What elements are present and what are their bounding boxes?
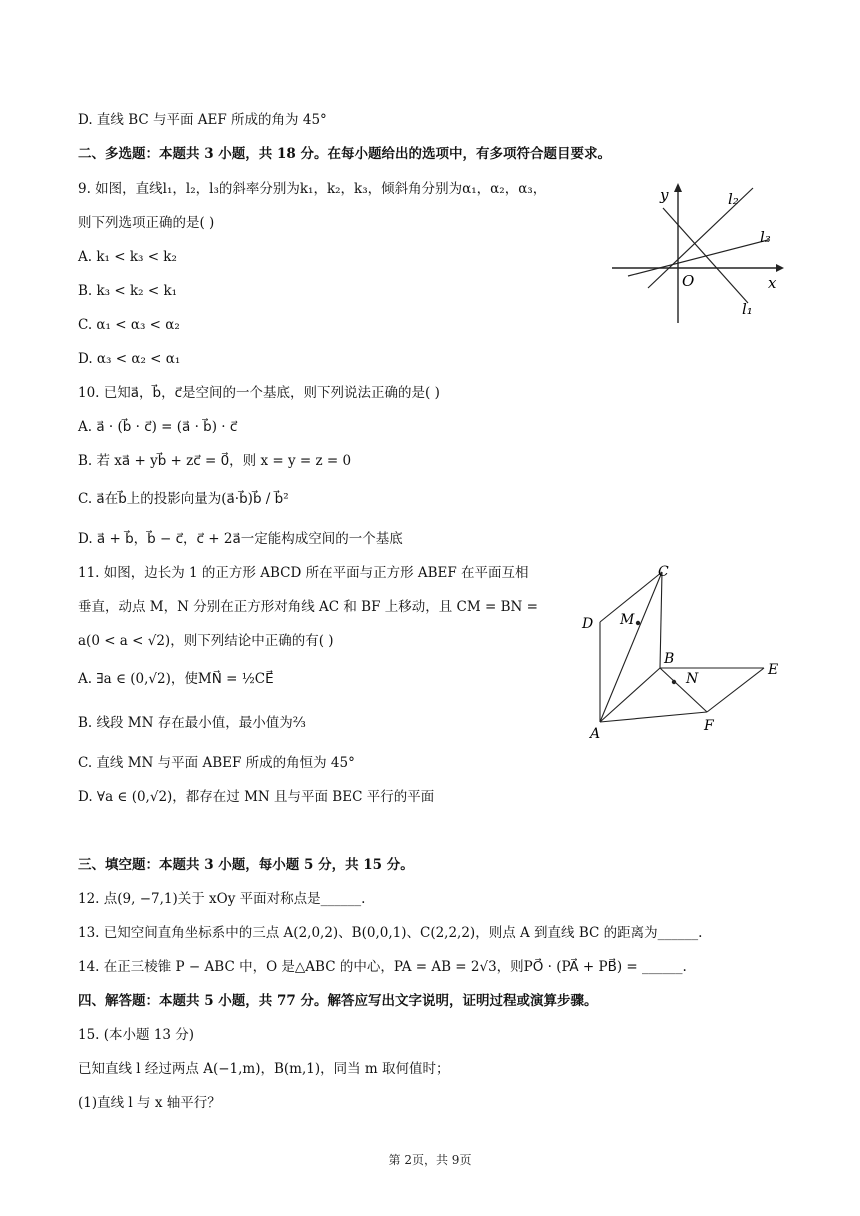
q11-stem-line2: 垂直，动点 M，N 分别在正方形对角线 AC 和 BF 上移动，且 CM = BN = [78, 599, 538, 615]
label-E: E [768, 662, 779, 678]
label-D: D [582, 616, 594, 632]
q9-stem-line1: 9. 如图，直线l₁，l₂，l₃的斜率分别为k₁，k₂，k₃，倾斜角分别为α₁，α₂，α₃， [78, 181, 547, 197]
edge-CB [660, 572, 662, 668]
q8-option-d: D. 直线 BC 与平面 AEF 所成的角为 45° [78, 112, 327, 128]
q14-text: 14. 在正三棱锥 P − ABC 中，O 是△ABC 的中心，PA = AB = 2√3，则PO⃗ · (PA⃗ + PB⃗) = ______. [78, 959, 687, 975]
section-fill-blank-heading: 三、填空题：本题共 3 小题，每小题 5 分，共 15 分。 [78, 857, 414, 873]
l2-label: l₂ [728, 190, 739, 208]
section-answer-heading: 四、解答题：本题共 5 小题，共 77 分。解答应写出文字说明，证明过程或演算步骤。 [78, 993, 598, 1009]
q9-stem-line2: 则下列选项正确的是( ) [78, 215, 215, 231]
line-l3 [628, 240, 768, 276]
diagonal-BF [660, 668, 707, 712]
q9-option-b: B. k₃ < k₂ < k₁ [78, 283, 178, 299]
x-axis-arrow [776, 264, 784, 272]
q9-lines-figure [608, 178, 788, 328]
l3-label: l₃ [760, 228, 771, 246]
q10-option-c: C. a⃗在b⃗上的投影向量为(a⃗·b⃗)b⃗ / b⃗² [78, 491, 289, 507]
point-M [636, 621, 640, 625]
page-footer: 第 2页，共 9页 [388, 1153, 472, 1167]
l1-label: l₁ [742, 300, 753, 318]
y-axis-label: y [660, 186, 669, 204]
q11-stem-line1: 11. 如图，边长为 1 的正方形 ABCD 所在平面与正方形 ABEF 在平面互相 [78, 565, 529, 581]
q15-title: 15. (本小题 13 分) [78, 1027, 195, 1043]
q10-option-d: D. a⃗ + b⃗，b⃗ − c⃗，c⃗ + 2a⃗一定能构成空间的一个基底 [78, 531, 403, 547]
q10-stem: 10. 已知a⃗，b⃗，c⃗是空间的一个基底，则下列说法正确的是( ) [78, 385, 440, 401]
q12-text: 12. 点(9, −7,1)关于 xOy 平面对称点是______. [78, 891, 366, 907]
label-A: A [590, 726, 601, 742]
q11-squares-figure [572, 560, 792, 760]
diagonal-AC [600, 572, 662, 722]
edge-EF [707, 668, 764, 712]
edge-AF [600, 712, 707, 722]
q15-part1: (1)直线 l 与 x 轴平行？ [78, 1095, 221, 1111]
q9-option-c: C. α₁ < α₃ < α₂ [78, 317, 180, 333]
q9-option-d: D. α₃ < α₂ < α₁ [78, 351, 181, 367]
q11-option-d: D. ∀a ∈ (0,√2)，都存在过 MN 且与平面 BEC 平行的平面 [78, 789, 435, 805]
q15-stem: 已知直线 l 经过两点 A(−1,m)，B(m,1)，同当 m 取何值时； [78, 1061, 450, 1077]
q10-option-a: A. a⃗ · (b⃗ · c⃗) = (a⃗ · b⃗) · c⃗ [78, 419, 238, 435]
q13-text: 13. 已知空间直角坐标系中的三点 A(2,0,2)、B(0,0,1)、C(2,2,2)，则点 A 到直线 BC 的距离为______. [78, 925, 703, 941]
label-M: M [620, 612, 635, 628]
label-B: B [664, 651, 675, 667]
label-N: N [686, 671, 699, 687]
edge-AB [600, 668, 660, 722]
section-multiple-choice-heading: 二、多选题：本题共 3 小题，共 18 分。在每小题给出的选项中，有多项符合题目要求。 [78, 146, 611, 162]
point-N [672, 680, 676, 684]
q11-option-c: C. 直线 MN 与平面 ABEF 所成的角恒为 45° [78, 755, 355, 771]
x-axis-label: x [768, 274, 777, 292]
q9-option-a: A. k₁ < k₃ < k₂ [78, 249, 177, 265]
y-axis-arrow [674, 183, 682, 192]
q11-option-b: B. 线段 MN 存在最小值，最小值为⅔ [78, 715, 306, 731]
q10-option-b: B. 若 xa⃗ + yb⃗ + zc⃗ = 0⃗，则 x = y = z = 0 [78, 453, 352, 469]
label-F: F [704, 718, 714, 734]
label-C: C [658, 564, 669, 580]
origin-label: O [682, 272, 695, 290]
q11-stem-line3: a(0 < a < √2)，则下列结论中正确的有( ) [78, 633, 334, 649]
q11-option-a: A. ∃a ∈ (0,√2)，使MN⃗ = ½CE⃗ [78, 671, 274, 687]
